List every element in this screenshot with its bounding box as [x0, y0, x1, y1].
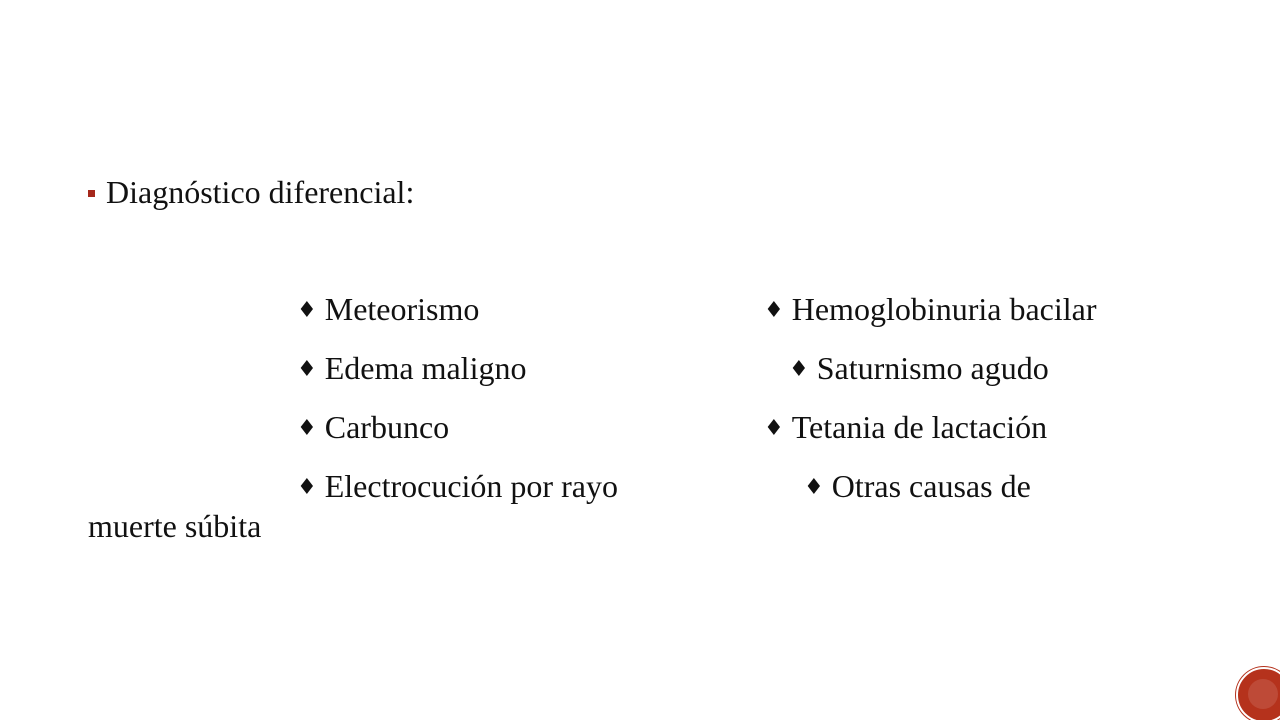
- list-item-left-1: [297, 289, 479, 334]
- diamond-bullet-icon: ♦: [297, 416, 317, 441]
- list-item-right-1: [764, 289, 1097, 334]
- list-item-left-3: [297, 407, 449, 452]
- item-label: Tetania de lactación: [791, 409, 1048, 445]
- item-label: Saturnismo agudo: [816, 350, 1049, 386]
- diamond-bullet-icon: ♦: [297, 357, 317, 382]
- diamond-bullet-icon: ♦: [764, 298, 784, 323]
- list-item-right-3: [764, 407, 1047, 452]
- square-bullet-icon: [88, 190, 95, 197]
- wrapped-text-line: muerte súbita: [88, 508, 262, 544]
- item-label: Carbunco: [324, 409, 450, 445]
- list-item-left-4: [297, 466, 618, 511]
- diamond-bullet-icon: ♦: [297, 475, 317, 500]
- diamond-bullet-icon: ♦: [764, 416, 784, 441]
- heading-text: Diagnóstico diferencial:: [106, 174, 415, 210]
- list-item-right-4: [804, 466, 1031, 511]
- list-item-left-2: [297, 348, 526, 393]
- slide-number-badge: [1236, 667, 1280, 720]
- diamond-bullet-icon: ♦: [297, 298, 317, 323]
- section-heading: [88, 172, 414, 212]
- item-label: Hemoglobinuria bacilar: [791, 291, 1097, 327]
- item-label: Otras causas de: [831, 468, 1031, 504]
- item-label: Meteorismo: [324, 291, 480, 327]
- list-item-right-2: [789, 348, 1049, 393]
- diamond-bullet-icon: ♦: [789, 357, 809, 382]
- diamond-bullet-icon: ♦: [804, 475, 824, 500]
- item-label: Electrocución por rayo: [324, 468, 618, 504]
- item-label: Edema maligno: [324, 350, 527, 386]
